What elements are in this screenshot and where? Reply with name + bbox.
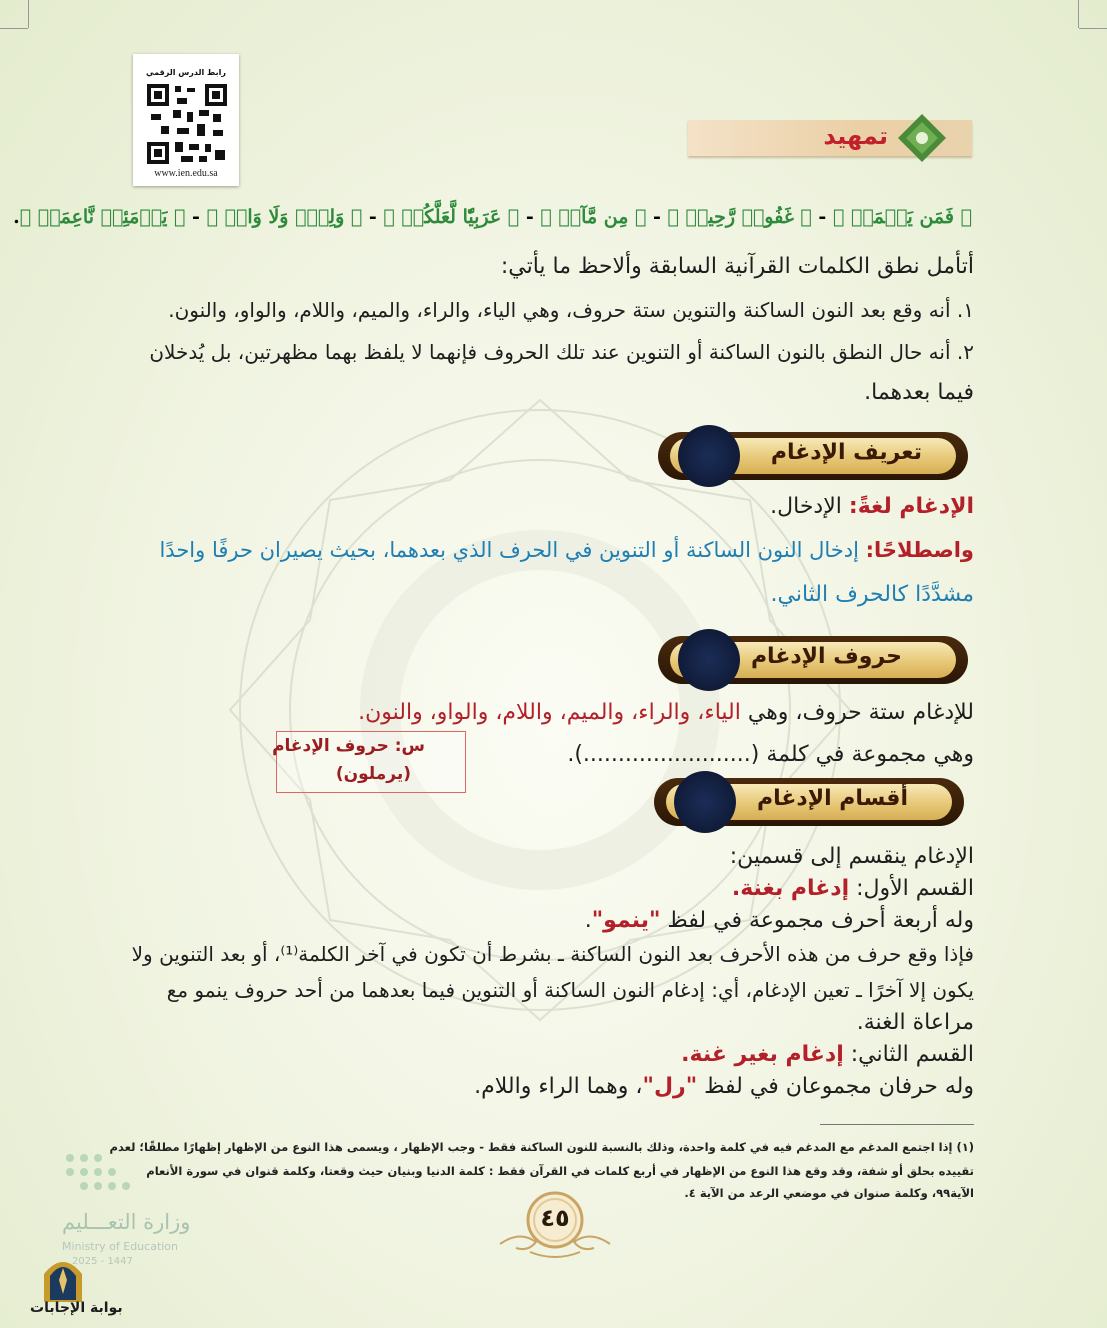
- intro-line-3: ٢. أنه حال النطق بالنون الساكنة أو التنوين عند تلك الحروف فإنهما لا يلفظ بهما مظهرتين، بل يُدخلان: [149, 340, 974, 364]
- definition-lang: [770, 494, 974, 519]
- quran-sep-2: -: [646, 206, 668, 228]
- section-title-emblem-icon: [896, 112, 948, 164]
- divisions-first-letters-post: .: [584, 908, 592, 933]
- divisions-paragraph-line-3: مراعاة الغنة.: [856, 1010, 974, 1035]
- definition-term: [159, 538, 974, 562]
- quran-words-line: [13, 206, 972, 228]
- ministry-year: 2025 - 1447: [72, 1256, 133, 1267]
- grape-emblem-icon: [678, 629, 740, 691]
- divisions-second-label: القسم الثاني:: [843, 1042, 974, 1067]
- divisions-first-letters-pre: وله أربعة أحرف مجموعة في لفظ: [660, 908, 974, 933]
- quran-word-1: ﴿ فَمَن يَعۡمَلۡ ﴾: [832, 206, 972, 228]
- definition-lang-label: الإدغام لغةً:: [848, 494, 974, 519]
- quran-sep-3: -: [519, 206, 541, 228]
- page-number: ٤٥: [540, 1204, 570, 1232]
- letters-pre: للإدغام ستة حروف، وهي: [740, 700, 974, 725]
- answers-portal-watermark: بوابة الإجابات: [30, 1300, 123, 1316]
- section-title-text: تمهيد: [823, 122, 888, 150]
- divisions-second-letters-post: ، وهما الراء واللام.: [474, 1074, 643, 1099]
- definition-term-label: واصطلاحًا:: [865, 538, 974, 562]
- footnote-line-1: (١) إذا اجتمع المدغم مع المدغم فيه في كلمة واحدة، وذلك بالنسبة للنون الساكنة فقط - وجب الإظهار ، ويسمى هذا النوع من الإظهار إظهارًا مطلقًا؛ لعدم: [109, 1140, 974, 1154]
- divisions-first: [732, 876, 974, 901]
- quran-sep-5: -: [185, 206, 207, 228]
- letters-collected: وهي مجموعة في كلمة (........................).: [567, 742, 974, 767]
- footnote-divider: [820, 1124, 974, 1125]
- quran-sep-4: -: [362, 206, 384, 228]
- definition-term-line-2: مشدَّدًا كالحرف الثاني.: [770, 582, 974, 607]
- banner-definition-label: تعريف الإدغام: [770, 440, 922, 465]
- divisions-paragraph-line-1: فإذا وقع حرف من هذه الأحرف بعد النون الساكنة ـ بشرط أن تكون في آخر الكلمة⁽¹⁾، أو بعد التنوين ولا: [131, 942, 974, 966]
- divisions-second-letters-word: "رل": [642, 1074, 698, 1099]
- banner-definition: [648, 426, 978, 488]
- intro-line-4: فيما بعدهما.: [864, 380, 974, 405]
- ministry-name-ar: وزارة التعـــليم: [62, 1210, 191, 1234]
- divisions-first-letters: [585, 908, 974, 933]
- footnote-line-3: الآية٩٩، وكلمة صنوان في موضعي الرعد من الآية ٤.: [684, 1186, 974, 1200]
- banner-letters: [648, 630, 978, 692]
- letters-line: [358, 700, 974, 725]
- section-title-banner: [688, 116, 972, 160]
- definition-lang-text: الإدخال.: [770, 494, 849, 519]
- divisions-second-letters: [474, 1074, 974, 1099]
- quran-word-3: ﴿ مِن مَّآءٖ ﴾: [540, 206, 647, 228]
- answers-portal-logo-icon: [40, 1254, 86, 1304]
- crop-mark-top-left-v: [28, 0, 29, 28]
- divisions-second-name: إدغام بغير غنة.: [681, 1042, 844, 1067]
- qr-caption: رابط الدرس الرقمي: [146, 68, 226, 77]
- qr-card[interactable]: [133, 54, 239, 186]
- quran-word-5: ﴿ وَلِيّٖ وَلَا وَاقٖ ﴾: [206, 206, 363, 228]
- quran-word-2: ﴿ غَفُورٞ رَّحِيمٖ ﴾: [667, 206, 812, 228]
- definition-term-text: إدخال النون الساكنة أو التنوين في الحرف الذي بعدهما، بحيث يصيران حرفًا واحدًا: [159, 538, 866, 562]
- banner-letters-label: حروف الإدغام: [750, 644, 902, 669]
- intro-line-2: ١. أنه وقع بعد النون الساكنة والتنوين ستة حروف، وهي الياء، والراء، والميم، واللام، والواو، والنون.: [168, 298, 974, 322]
- ministry-name-en: Ministry of Education: [62, 1240, 179, 1253]
- divisions-first-letters-word: "ينمو": [591, 908, 661, 933]
- crop-mark-top-left: [0, 28, 28, 29]
- divisions-intro: الإدغام ينقسم إلى قسمين:: [729, 844, 974, 869]
- divisions-second-letters-pre: وله حرفان مجموعان في لفظ: [697, 1074, 974, 1099]
- grape-emblem-icon: [674, 771, 736, 833]
- banner-divisions: [644, 772, 974, 834]
- answer-note-question: س: حروف الإدغام: [272, 736, 425, 756]
- crop-mark-top-right: [1079, 28, 1107, 29]
- grape-emblem-icon: [678, 425, 740, 487]
- answer-note-box: [272, 731, 466, 793]
- qr-code-icon: [147, 84, 227, 164]
- qr-url[interactable]: www.ien.edu.sa: [154, 168, 218, 179]
- divisions-second: [681, 1042, 974, 1067]
- crop-mark-top-right-v: [1078, 0, 1079, 28]
- banner-divisions-label: أقسام الإدغام: [756, 786, 908, 811]
- letters-list: الياء، والراء، والميم، واللام، والواو، والنون.: [358, 700, 741, 725]
- page-number-frame: [490, 1186, 620, 1260]
- answer-note-answer: (يرملون): [335, 764, 411, 784]
- divisions-first-label: القسم الأول:: [849, 876, 974, 901]
- ministry-logo-dots-icon: [62, 1150, 152, 1200]
- quran-word-6: ﴿ يَوۡمَئِذٖ نَّاعِمَةٞ ﴾: [19, 206, 186, 228]
- footnote-line-2: تقييده بحلق أو شفة، وقد وقع هذا النوع من الإظهار في أربع كلمات في القرآن فقط : كلمة الدنيا وبنيان حيث وقعتا، وكلمة قنوان في سورة الأنعام: [146, 1164, 974, 1178]
- quran-word-4: ﴿ عَرَبِيّٗا لَّعَلَّكُمۡ ﴾: [383, 206, 520, 228]
- quran-end: .: [13, 206, 20, 228]
- quran-sep-1: -: [811, 206, 833, 228]
- divisions-first-name: إدغام بغنة.: [731, 876, 850, 901]
- intro-line-1: أتأمل نطق الكلمات القرآنية السابقة وألاحظ ما يأتي:: [500, 254, 974, 279]
- divisions-paragraph-line-2: يكون إلا آخرًا ـ تعين الإدغام، أي: إدغام النون الساكنة أو التنوين فيما بعدهما من أحد حروف ينمو مع: [166, 978, 974, 1002]
